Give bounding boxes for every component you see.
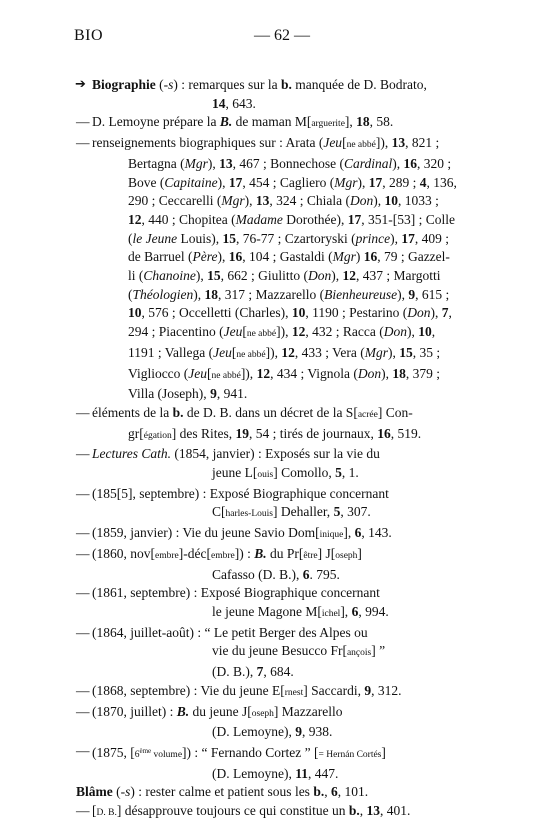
entry-line: (Théologien), 18, 317 ; Mazzarello (Bienheureuse), 9, 615 ; <box>128 286 450 302</box>
entry-line: (1861, septembre) : Exposé Biographique concernant <box>92 585 380 601</box>
entry-desapprouve <box>76 802 476 823</box>
entry-biographie <box>76 76 476 113</box>
index-body <box>76 76 476 823</box>
entry-line: de Barruel (Père), 16, 104 ; Gastaldi (Mgr) 16, 79 ; Gazzel- <box>128 249 450 265</box>
entry-lectures <box>76 445 476 484</box>
dash: — <box>76 585 90 601</box>
entry-line: gr[égation] des Rites, 19, 54 ; tirés de journaux, 16, 519. <box>128 425 422 441</box>
entry-blame <box>76 783 476 802</box>
entry-lemoyne <box>76 113 476 134</box>
entry-line: Bertagna (Mgr), 13, 467 ; Bonnechose (Cardinal), 16, 320 ; <box>128 155 452 171</box>
entry-line: renseignements biographiques sur : Arata (Jeu[ne abbé]), 13, 821 ; <box>92 135 440 151</box>
entry-line: (1870, juillet) : B. du jeune J[oseph] Mazzarello <box>92 703 343 719</box>
dash: — <box>76 135 90 151</box>
entry-line: C[harles-Louis] Dehaller, 5, 307. <box>212 504 371 520</box>
entry-line: (1875, [6ème volume]) : “ Fernando Cortez ” [= Hernán Cortés] <box>92 745 386 761</box>
entry-line: (D. B.), 7, 684. <box>212 664 294 680</box>
running-head: BIO <box>74 27 104 44</box>
entry-line: (D. Lemoyne), 9, 938. <box>212 724 333 740</box>
entry-line: (1868, septembre) : Vie du jeune E[rnest] Saccardi, 9, 312. <box>92 682 402 698</box>
dash: — <box>76 682 90 698</box>
entry-line: 10, 576 ; Occelletti (Charles), 10, 1190 ; Pestarino (Don), 7, <box>128 305 452 321</box>
entry-line: (1864, juillet-août) : “ Le petit Berger des Alpes ou <box>92 624 368 640</box>
entry-renseignements <box>76 134 476 404</box>
dash: — <box>76 742 90 758</box>
entry-line: le jeune Magone M[ichel], 6, 994. <box>212 603 389 619</box>
entry-line: Vigliocco (Jeu[ne abbé]), 12, 434 ; Vignola (Don), 18, 379 ; <box>128 365 441 381</box>
dash: — <box>76 446 90 462</box>
entry-line: li (Chanoine), 15, 662 ; Giulitto (Don), 12, 437 ; Margotti <box>128 268 441 284</box>
dash: — <box>76 545 90 561</box>
entry-1855 <box>76 485 476 524</box>
entry-line: (D. Lemoyne), 11, 447. <box>212 765 339 781</box>
dash: — <box>76 624 90 640</box>
dash: — <box>76 803 90 819</box>
entry-1860 <box>76 545 476 584</box>
entry-line: (le Jeune Louis), 15, 76-77 ; Czartoryski (prince), 17, 409 ; <box>128 230 449 246</box>
entry-line: jeune L[ouis] Comollo, 5, 1. <box>212 465 359 481</box>
entry-line: Cafasso (D. B.), 6. 795. <box>212 566 340 582</box>
entry-1861 <box>76 584 476 623</box>
entry-line: D. Lemoyne prépare la B. de maman M[arguerite], 18, 58. <box>92 114 394 130</box>
entry-line: (185[5], septembre) : Exposé Biographique concernant <box>92 485 389 501</box>
entry-line: 290 ; Ceccarelli (Mgr), 13, 324 ; Chiala (Don), 10, 1033 ; <box>128 193 439 209</box>
entry-line: [D. B.] désapprouve toujours ce qui constitue un b., 13, 401. <box>92 803 411 819</box>
entry-line: Biographie (-s) : remarques sur la b. manquée de D. Bodrato, <box>92 77 427 92</box>
dash: — <box>76 525 90 541</box>
entry-line: vie du jeune Besucco Fr[ançois] ” <box>212 643 386 659</box>
dash: — <box>76 404 90 420</box>
page-header <box>74 27 462 49</box>
dash: — <box>76 703 90 719</box>
arrow-icon: ➔ <box>75 77 86 92</box>
entry-line: (1859, janvier) : Vie du jeune Savio Dom[inique], 6, 143. <box>92 525 392 541</box>
entry-line: Lectures Cath. (1854, janvier) : Exposés sur la vie du <box>92 446 380 462</box>
entry-line: Villa (Joseph), 9, 941. <box>128 386 248 402</box>
entry-line: éléments de la b. de D. B. dans un décret de la S[acrée] Con- <box>92 404 413 420</box>
dash: — <box>76 114 90 130</box>
entry-1868 <box>76 682 476 703</box>
entry-line: (1860, nov[embre]-déc[embre]) : B. du Pr[être] J[oseph] <box>92 545 362 561</box>
entry-line: 14, 643. <box>212 95 256 111</box>
entry-line: Bove (Capitaine), 17, 454 ; Cagliero (Mgr), 17, 289 ; 4, 136, <box>128 174 457 190</box>
entry-line: 294 ; Piacentino (Jeu[ne abbé]), 12, 432 ; Racca (Don), 10, <box>128 324 436 340</box>
entry-line: 1191 ; Vallega (Jeu[ne abbé]), 12, 433 ; Vera (Mgr), 15, 35 ; <box>128 344 441 360</box>
entry-1875 <box>76 742 476 784</box>
entry-line: Blâme (-s) : rester calme et patient sous les b., 6, 101. <box>76 784 369 800</box>
dash: — <box>76 485 90 501</box>
entry-elements <box>76 404 476 445</box>
page-number: — 62 — <box>254 27 310 44</box>
entry-1864 <box>76 624 476 682</box>
entry-1870 <box>76 703 476 742</box>
entry-1859 <box>76 524 476 545</box>
entry-line: 12, 440 ; Chopitea (Madame Dorothée), 17, 351-[53] ; Colle <box>128 211 455 227</box>
